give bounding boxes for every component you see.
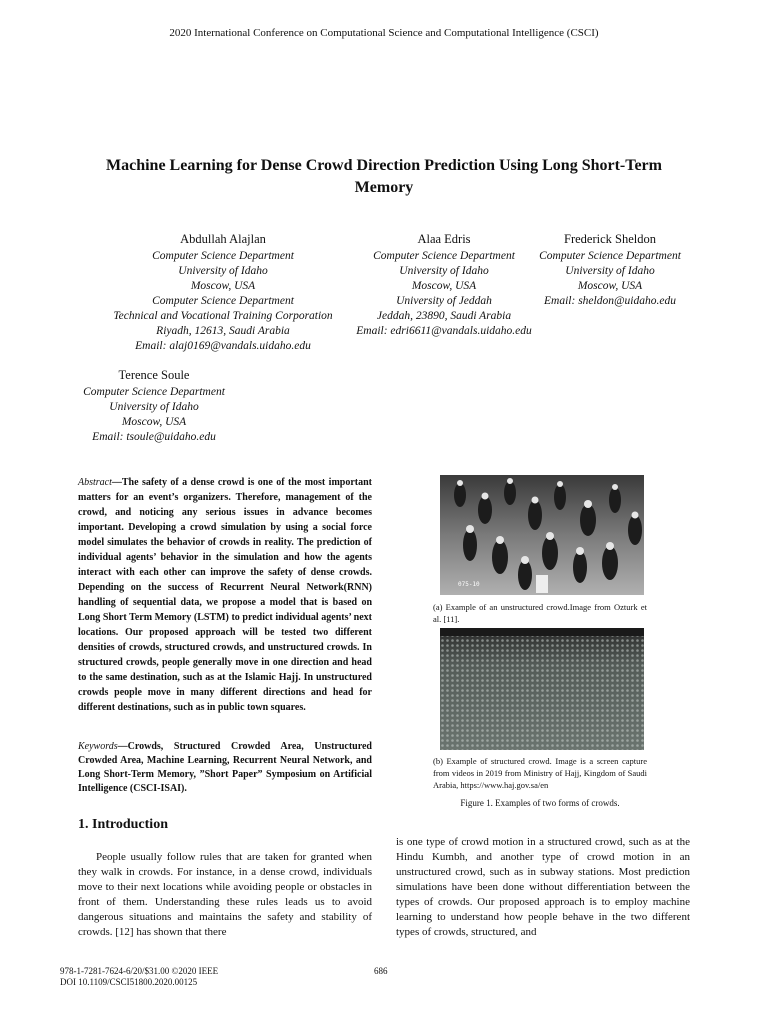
structured-crowd-image [440,628,644,750]
author-name: Frederick Sheldon [564,232,656,246]
keywords-label: Keywords [78,741,118,752]
title-line-1: Machine Learning for Dense Crowd Direction Prediction Using Long Short-Term [106,157,662,174]
author-affiliation: Computer Science Department [539,250,681,262]
keywords [78,740,372,796]
paper-title [60,155,708,199]
author-affiliation: Computer Science Department [83,386,225,398]
figure-caption-b: (b) Example of structured crowd. Image is a screen capture from videos in 2019 from Ministry of Hajj, Kingdom of Saudi Arabia, https://www.haj.gov.sa/en [433,756,647,790]
author-affiliation: Moscow, USA [411,280,477,292]
author-affiliation: Technical and Vocational Training Corporation [113,310,333,322]
author-affiliation: Computer Science Department [373,250,515,262]
isbn-line: 978-1-7281-7624-6/20/$31.00 ©2020 IEEE [60,966,219,976]
author-affiliation: University of Idaho [178,265,268,277]
author-affiliation: University of Idaho [399,265,489,277]
doi-line: DOI 10.1109/CSCI51800.2020.00125 [60,977,198,987]
video-timestamp: 075-10 [458,581,480,588]
abstract-text: —The safety of a dense crowd is one of the most important matters for an event’s organizers. Therefore, management of the crowd, and noticing any serious issues in advance becomes important. Developing a crowd simulation by using a social force model simulates the behavior of crowds in reality. The prediction of individual agents’ behavior in the simulation and how the agents interact with each other can improve the safety of dense crowds. Depending on the success of Recurrent Neural Network(RNN) handling of sequential data, we propose a model that is based on Long Short Term Memory (LSTM) to predict individual agents’ next locations. Our proposed approach will be tested two different densities of crowds, structured crowds, and unstructured crowds. In structured crowds, people generally move in one direction and head to the same destination, such as at the Islamic Hajj. In unstructured crowds people move in many different directions and head for different destinations, such as in public town squares. [78,477,372,713]
author-affiliation: Riyadh, 12613, Saudi Arabia [156,325,290,337]
author-email: Email: tsoule@uidaho.edu [92,431,216,443]
author-affiliation: University of Idaho [565,265,655,277]
author-affiliation: Jeddah, 23890, Saudi Arabia [376,310,512,322]
conference-header: 2020 International Conference on Computational Science and Computational Intelligence (CSCI) [169,27,599,39]
author-affiliation: University of Idaho [109,401,199,413]
author-name: Abdullah Alajlan [180,232,266,246]
page-number: 686 [374,966,388,976]
author-block-1 [78,232,368,354]
author-affiliation: Moscow, USA [121,416,187,428]
figure-1-caption: Figure 1. Examples of two forms of crowds. [460,798,620,808]
title-line-2: Memory [354,179,414,196]
section-heading-introduction: 1. Introduction [78,817,168,832]
intro-paragraph-left: People usually follow rules that are taken for granted when they walk in crowds. For instance, in a dense crowd, individuals move to their next locations while avoiding people or obstacles in front of them. Understanding these rules leads us to avoid dangerous situations and maintains the safety and stability of crowds. [12] has shown that there [78,851,372,938]
abstract-label: Abstract [78,477,112,488]
author-email: Email: edri6611@vandals.uidaho.edu [356,325,532,337]
author-affiliation: University of Jeddah [396,295,492,307]
figure-caption-a: (a) Example of an unstructured crowd.Image from Ozturk et al. [11]. [433,602,647,624]
author-name: Alaa Edris [417,232,471,246]
author-block-4 [74,368,234,445]
unstructured-crowd-image [440,475,644,595]
abstract [78,475,372,715]
author-name: Terence Soule [118,368,190,382]
author-affiliation: Computer Science Department [152,295,294,307]
footer-ids [60,966,218,988]
author-email: Email: alaj0169@vandals.uidaho.edu [135,340,311,352]
author-email: Email: sheldon@uidaho.edu [544,295,676,307]
author-affiliation: Moscow, USA [577,280,643,292]
author-affiliation: Moscow, USA [190,280,256,292]
author-block-3 [526,232,694,309]
keywords-text: —Crowds, Structured Crowded Area, Unstructured Crowded Area, Machine Learning, Recurrent Neural Network, and Long Short-Term Memory, ”Short Paper” Symposium on Artificial Intelligence (CSCI-ISAI). [78,741,372,794]
intro-paragraph-right: is one type of crowd motion in a structured crowd, such as at the Hindu Kumbh, and another type of crowd motion in an unstructured crowd, such as in subway stations. Most prediction simulations have been done without differentiation between the types of crowds. Our proposed approach is to employ machine learning to understand how people behave in the two different types of crowds, structured, and [396,836,690,938]
author-affiliation: Computer Science Department [152,250,294,262]
